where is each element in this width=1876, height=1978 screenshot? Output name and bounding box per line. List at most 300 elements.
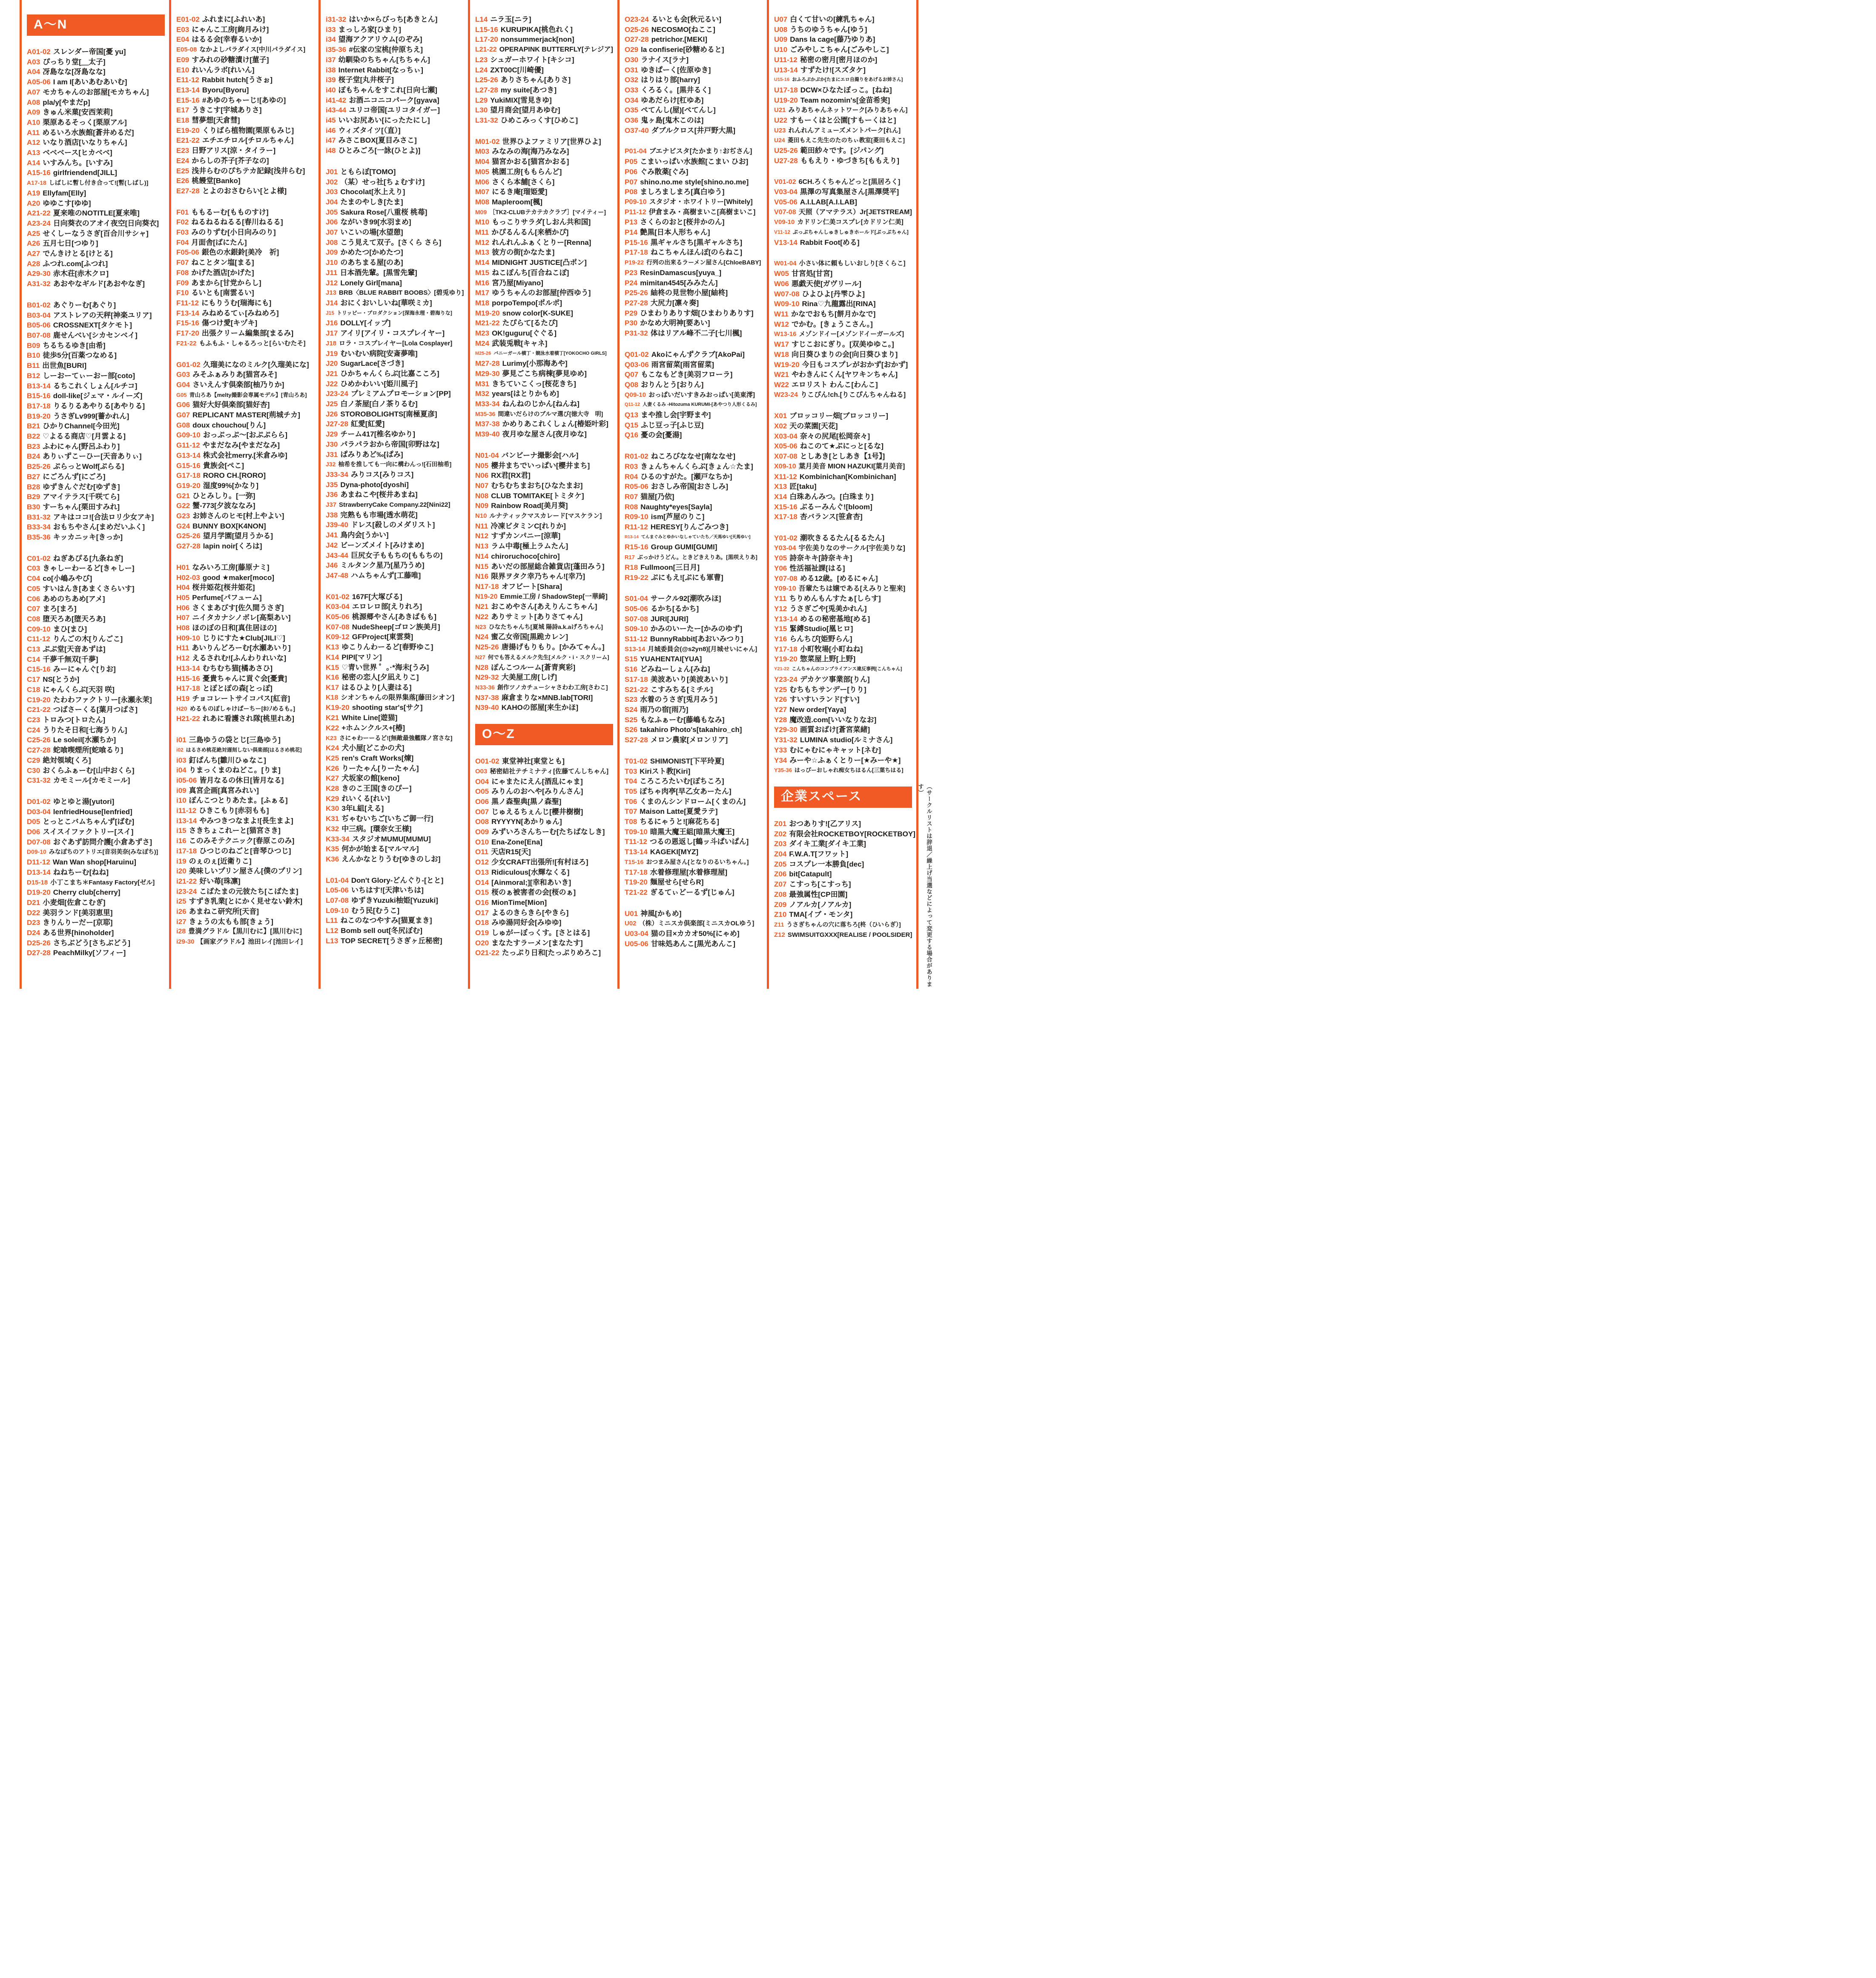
circle-entry (176, 826, 317, 836)
circle-name: 美味しいプリン屋さん[僕のプリン] (189, 867, 302, 876)
booth-id: i02 (176, 746, 184, 753)
booth-id: M23 (475, 329, 490, 338)
circle-entry (27, 563, 167, 574)
circle-entry (475, 582, 616, 592)
booth-id: R19-22 (625, 573, 648, 582)
circle-entry (176, 430, 317, 440)
booth-id: D23 (27, 919, 40, 927)
circle-name: Mapleroom[楓] (492, 198, 543, 206)
booth-id: M19-20 (475, 309, 500, 317)
booth-id: P09-10 (625, 198, 647, 206)
circle-name: 緊縛Studio[凰ヒロ] (789, 625, 853, 633)
circle-name: 宮乃屋[Miyano] (492, 278, 543, 287)
circle-entry (176, 105, 317, 115)
booth-id: i23-24 (176, 887, 197, 896)
booth-id: P01-04 (625, 148, 647, 155)
circle-entry (475, 85, 616, 95)
circle-entry (625, 776, 765, 787)
booth-id: E13-14 (176, 86, 200, 94)
circle-name: あまねこや[桜井あまね] (340, 491, 418, 499)
booth-id: M39-40 (475, 430, 500, 439)
circle-entry (326, 672, 466, 683)
booth-id: G09-10 (176, 431, 201, 439)
circle-name: HERESY[りんごみつき] (650, 523, 729, 531)
circle-name: きゅん米菓[安西茉莉] (43, 108, 113, 117)
circle-name: 蜜乙女帝国[黒跪カレン] (491, 633, 568, 641)
circle-name: A.I.LAB[A.I.LAB] (800, 198, 857, 206)
booth-id: P29 (625, 309, 638, 317)
booth-id: W17 (774, 340, 789, 349)
booth-id: U01 (625, 909, 638, 918)
circle-name: 月面舎[ばにたん] (191, 238, 247, 247)
booth-id: M27-28 (475, 359, 500, 368)
circle-entry (176, 14, 317, 25)
circle-entry (625, 512, 765, 522)
booth-id: i10 (176, 796, 186, 805)
circle-entry (774, 879, 915, 890)
booth-id: N28 (475, 663, 489, 672)
booth-id: i46 (326, 126, 336, 135)
booth-id: V03-04 (774, 188, 797, 196)
circle-name: 桜のぁ被害者の会[桜のぁ] (491, 888, 576, 897)
booth-id: N25-26 (475, 643, 499, 652)
circle-entry (326, 683, 466, 693)
circle-name: りーたゃん[りーたゃん] (341, 764, 419, 772)
circle-name: はるさめ桃花絶対遅刻しない倶楽部[はるさめ桃花] (186, 746, 302, 753)
circle-name: 何かが始まる[マルマル] (341, 845, 419, 853)
booth-id: N01-04 (475, 451, 499, 459)
circle-entry (774, 685, 915, 695)
circle-entry (27, 502, 167, 512)
booth-id: M09 (475, 208, 487, 215)
booth-id: Y03-04 (774, 544, 796, 552)
booth-id: B11 (27, 362, 40, 370)
circle-name: れいくる[れい] (341, 794, 390, 803)
circle-name: さくらのおと[桜井かのん] (640, 218, 725, 227)
circle-name: 行列の出来るラーメン屋さん[ChloeBABY] (646, 259, 761, 266)
circle-entry (176, 278, 317, 288)
booth-id: G17-18 (176, 471, 201, 480)
circle-entry (625, 614, 765, 624)
circle-name: うきこす[宇城ありさ] (192, 106, 262, 115)
booth-id: N27 (475, 654, 485, 660)
circle-entry (326, 500, 466, 510)
circle-entry (176, 328, 317, 339)
circle-entry (326, 197, 466, 207)
circle-name: ころころたいむ[ぽちころ] (640, 777, 724, 786)
circle-name: 美波あいり[美波あいり] (650, 675, 728, 683)
circle-name: ぽんこつとりあたま。[ふぁる] (189, 796, 288, 805)
circle-name: れんれんふぁくとりー[Renna] (492, 238, 591, 247)
circle-entry (27, 867, 167, 878)
circle-entry (475, 278, 616, 288)
circle-name: Sakura Rose[八重桜 桃苺] (340, 208, 427, 216)
circle-entry (27, 421, 167, 431)
booth-id: H11 (176, 644, 189, 652)
circle-entry (27, 411, 167, 422)
circle-name: 桜井姫花[桜井姫花] (192, 583, 255, 592)
circle-name: New order[Yaya] (789, 706, 846, 714)
circle-name: かみのいーたー[かみのゆず] (650, 625, 743, 633)
circle-name: 猫屋[乃依] (640, 492, 674, 501)
booth-id: i27 (176, 917, 186, 926)
circle-name: かげた酒店[かげた] (191, 268, 254, 277)
circle-entry (475, 632, 616, 642)
booth-id: D15-18 (27, 878, 48, 886)
circle-entry (774, 75, 915, 85)
circle-name: Ridiculous[水輝なくる] (491, 868, 570, 876)
circle-entry (625, 370, 765, 380)
circle-name: 青山ろあ【melty撮影会専属モデル】[青山ろあ] (189, 391, 307, 398)
circle-name: 少女CRAFT出張所![有村ほろ] (491, 858, 588, 867)
booth-id: P24 (625, 278, 638, 287)
circle-entry (27, 522, 167, 532)
circle-entry (27, 472, 167, 482)
booth-id: J17 (326, 329, 338, 338)
booth-id: A09 (27, 108, 40, 117)
circle-entry (625, 25, 765, 35)
circle-name: 好い苺[珠凛] (199, 877, 241, 885)
circle-entry (625, 157, 765, 167)
circle-entry (176, 451, 317, 461)
booth-id: G27-28 (176, 542, 201, 551)
letter-group (774, 411, 915, 522)
circle-entry (475, 55, 616, 65)
booth-id: L29 (475, 96, 488, 104)
circle-name: カモミール[カモミール] (53, 776, 130, 785)
circle-entry (326, 885, 466, 896)
circle-name: NECOSMO[ねここ] (651, 25, 715, 34)
booth-id: H06 (176, 603, 190, 612)
circle-entry (176, 806, 317, 816)
booth-id: L25-26 (475, 76, 498, 84)
circle-name: 三島ゆうの袋とじ[三島ゆう] (189, 736, 281, 744)
circle-name: 世界ひよファミリア[世界ひよ] (502, 137, 601, 146)
list-column (321, 0, 468, 989)
circle-name: お姉さんのヒモ[村上やよい] (192, 512, 284, 520)
circle-entry (176, 339, 317, 349)
circle-name: おこめやさん[あえりんこちゃん] (491, 603, 597, 611)
circle-name: ひとみごろ[一詠(ひとよ)] (338, 146, 421, 155)
circle-name: さきちょこれーと[猫宮さき] (189, 827, 281, 835)
circle-name: ねこちゃんほんぽ[のらねこ] (650, 248, 743, 257)
circle-name: MIDNIGHT JUSTICE[凸ポン] (492, 258, 587, 267)
section-header: O～Z (475, 724, 613, 745)
circle-name: Internet Rabbit[なっちぃ] (338, 66, 423, 74)
circle-entry (176, 563, 317, 573)
circle-name: 杏バランス[笹倉杏] (800, 513, 863, 521)
circle-entry (475, 938, 616, 948)
circle-name: 麻倉まりな×MNB.lab[TORI] (501, 693, 593, 702)
circle-name: かなめ大明神[要あい] (640, 319, 710, 327)
letter-group (326, 592, 466, 864)
booth-id: Q07 (625, 370, 639, 379)
circle-entry (176, 643, 317, 653)
circle-entry (774, 135, 915, 146)
booth-id: J23-24 (326, 390, 348, 398)
circle-entry (326, 45, 466, 55)
circle-name: ハムちゃんず[工藤唯] (350, 571, 421, 580)
circle-name: あぐりーむ[あぐり] (53, 301, 116, 309)
booth-id: K22 (326, 723, 339, 732)
circle-entry (176, 115, 317, 126)
circle-name: 艶黒[日本人形ちゃん] (640, 228, 710, 237)
circle-name: すずき乳業[とにかく見せない鈴木] (189, 897, 303, 906)
circle-name: きょんちゃんくらぶ[きょん☆たま] (640, 462, 753, 471)
circle-name: White Line[遊猫] (341, 714, 398, 722)
circle-name: バニーガール横丁・競泳水着横丁[YOKOCHO GIRLS] (493, 350, 607, 356)
circle-entry (176, 836, 317, 846)
circle-entry (625, 675, 765, 685)
circle-name: チーム417[椎名ゆかり] (340, 430, 416, 439)
circle-entry (326, 328, 466, 339)
circle-entry (625, 420, 765, 431)
circle-name: 貴族会[ぺこ] (203, 461, 244, 470)
circle-name: みりあちゃんネットワーク[みりあちゃん] (788, 106, 908, 114)
booth-id: Y15 (774, 625, 787, 633)
circle-entry (27, 725, 167, 735)
booth-id: C30 (27, 766, 40, 775)
circle-name: でかむ。[きょうこさん。] (791, 320, 873, 328)
booth-id: R05-06 (625, 482, 648, 491)
circle-entry (326, 419, 466, 429)
circle-entry (326, 834, 466, 844)
circle-entry (625, 45, 765, 55)
booth-id: D05 (27, 818, 40, 826)
booth-id: i35-36 (326, 46, 347, 54)
letter-group (774, 819, 915, 940)
circle-name: KAGEKI[MYZ] (650, 848, 699, 856)
circle-entry (475, 847, 616, 857)
circle-name: 天照（アマテラス）Jr[JETSTREAM] (798, 208, 912, 216)
circle-entry (475, 187, 616, 197)
circle-entry (27, 715, 167, 725)
booth-id: N15 (475, 562, 489, 571)
circle-entry (475, 612, 616, 622)
letter-group (475, 451, 616, 713)
circle-name: ぽんこつルーム[蒼青爽彩] (491, 663, 576, 672)
booth-id: A29-30 (27, 270, 51, 278)
circle-name: good ★maker[moco] (202, 573, 275, 582)
circle-entry (625, 797, 765, 807)
booth-id: Z03 (774, 840, 787, 848)
booth-id: Y35-36 (774, 767, 792, 774)
circle-entry (176, 623, 317, 633)
circle-name: お酒ニコニコパーク[gyava] (349, 96, 439, 104)
circle-entry (326, 288, 466, 298)
circle-entry (625, 95, 765, 106)
booth-id: R08 (625, 502, 638, 511)
booth-id: O04 (475, 777, 489, 786)
circle-entry (774, 238, 915, 248)
booth-id: M12 (475, 238, 490, 247)
circle-name: みゆ湯同好会[みゆゆ] (491, 919, 562, 927)
booth-id: X05-06 (774, 442, 797, 451)
circle-entry (27, 320, 167, 330)
circle-name: 傷つけ愛[キヅキ] (201, 319, 258, 327)
circle-name: たっぷり日和[たっぷりめろこ] (502, 949, 601, 957)
circle-entry (326, 916, 466, 926)
circle-name: 幼馴染のちちゃん[ちちゃん] (338, 55, 430, 64)
circle-entry (475, 75, 616, 85)
circle-name: ながいき99[水羽まめ] (340, 218, 411, 227)
circle-name: NS[とうか] (43, 675, 80, 684)
booth-id: S26 (625, 726, 638, 734)
circle-name: Ena-Zone[Ena] (491, 838, 543, 846)
circle-name: 魔改造.com[いいなりなお] (789, 715, 877, 724)
circle-entry (326, 359, 466, 369)
circle-entry (475, 308, 616, 319)
booth-id: i43-44 (326, 106, 347, 115)
booth-id: Y07-08 (774, 574, 797, 583)
booth-id: M08 (475, 198, 490, 206)
circle-name: LUMINA studio[ルミナさん] (800, 736, 893, 744)
circle-entry (475, 602, 616, 612)
circle-name: SugarLace[さづき] (340, 359, 404, 368)
circle-entry (326, 339, 466, 349)
circle-name: にごろんず[にごろ] (43, 472, 106, 481)
circle-entry (176, 318, 317, 328)
circle-name: 潮吹きるるたん[るるたん] (800, 534, 885, 543)
circle-name: 小町牧場[小町ねね] (800, 645, 863, 653)
circle-entry (176, 501, 317, 511)
circle-entry (475, 797, 616, 807)
booth-id: M29-30 (475, 369, 500, 378)
booth-id: O37-40 (625, 126, 649, 135)
booth-id: V11-12 (774, 229, 791, 235)
circle-entry (326, 896, 466, 906)
circle-entry (176, 786, 317, 796)
circle-name: さくまあびす[佐久間うさぎ] (192, 603, 284, 612)
circle-entry (326, 854, 466, 864)
circle-name: はっぴーおしゃれ痴女ちはるん[三葉ちはる] (794, 767, 904, 774)
footnote-vertical: （サークルリストは辞退／繰上げ当選などによって変更する場合があります） (917, 784, 932, 988)
circle-entry (774, 339, 915, 350)
circle-entry (475, 693, 616, 703)
circle-entry (27, 98, 167, 108)
circle-name: nonsummerjack[non] (500, 35, 574, 44)
booth-id: N07 (475, 481, 489, 490)
circle-entry (774, 360, 915, 370)
circle-name: ニイタカナシノボレ[高梨あい] (192, 614, 291, 622)
letter-group (774, 177, 915, 248)
circle-entry (27, 827, 167, 837)
letter-group (625, 146, 765, 338)
circle-name: こまいっぱい水族館[こまい ひお] (640, 158, 749, 166)
circle-name: はるひより[人妻はる] (341, 683, 412, 692)
circle-entry (326, 906, 466, 916)
circle-entry (27, 624, 167, 634)
circle-name: ラム中毒[極上ラムたん] (491, 542, 568, 551)
circle-entry (326, 632, 466, 642)
circle-entry (27, 229, 167, 239)
circle-entry (625, 664, 765, 675)
circle-name: 紅愛[紅愛] (350, 420, 385, 428)
booth-id: C18 (27, 685, 40, 694)
booth-id: C01-02 (27, 554, 51, 563)
booth-id: U05-06 (625, 939, 648, 948)
circle-entry (326, 723, 466, 733)
booth-id: O29 (625, 46, 639, 54)
circle-entry (326, 135, 466, 146)
booth-id: M14 (475, 258, 490, 267)
circle-entry (774, 441, 915, 451)
circle-name: きちていこくっ[桜花きち] (492, 379, 576, 388)
circle-entry (326, 520, 466, 530)
circle-name: じりにすた★Club[JILI♡] (202, 634, 285, 642)
booth-id: G07 (176, 411, 190, 419)
circle-name: ism[芦屋のりこ] (651, 513, 705, 521)
booth-id: A12 (27, 138, 40, 147)
booth-id: A23-24 (27, 219, 51, 227)
booth-id: F03 (176, 228, 189, 237)
circle-entry (774, 755, 915, 766)
circle-name: おもちやさん[まめだいふく] (53, 523, 145, 531)
circle-name: いなり酒店[いなりちゃん] (43, 138, 127, 147)
circle-entry (27, 837, 167, 847)
booth-id: i47 (326, 136, 336, 145)
booth-id: B19-20 (27, 412, 51, 420)
circle-entry (625, 735, 765, 745)
booth-id: O17 (475, 908, 489, 917)
booth-id: Z09 (774, 900, 787, 909)
circle-entry (774, 725, 915, 735)
booth-id: T03 (625, 767, 637, 775)
circle-entry (27, 269, 167, 279)
circle-entry (27, 208, 167, 218)
booth-id: K23 (326, 734, 337, 741)
booth-id: A21-22 (27, 209, 51, 218)
circle-name: 桃園工房[ももらんど] (492, 167, 562, 176)
circle-name: かめりあこれくしょん[椿姫叶彩] (502, 420, 608, 428)
circle-name: ほのぼの日和[真住居ほの] (192, 624, 277, 632)
circle-entry (475, 461, 616, 471)
booth-id: Y11 (774, 594, 787, 603)
circle-entry (774, 350, 915, 360)
circle-name: きりんりーだー[京耶] (43, 919, 113, 927)
circle-entry (176, 683, 317, 694)
booth-id: K19-20 (326, 703, 350, 712)
circle-name: うさぎLv999[薔かれん] (53, 412, 129, 420)
circle-entry (774, 462, 915, 472)
booth-id: A26 (27, 239, 40, 248)
circle-entry (475, 65, 616, 75)
circle-entry (475, 531, 616, 541)
circle-entry (27, 492, 167, 502)
circle-name: ぷにもえ![ぷにも軍曹] (651, 573, 723, 582)
circle-entry (176, 816, 317, 826)
booth-id: Y27 (774, 706, 787, 714)
circle-entry (774, 55, 915, 65)
booth-id: D09-10 (27, 848, 46, 856)
booth-id: R09-10 (625, 513, 648, 521)
circle-name: みねめるてぃ[みねめろ] (201, 309, 279, 317)
circle-entry (475, 359, 616, 369)
letter-group (176, 207, 317, 349)
booth-id: P30 (625, 319, 638, 327)
booth-id: i20 (176, 867, 186, 876)
list-column (470, 0, 617, 989)
circle-entry (27, 887, 167, 898)
booth-id: N22 (475, 613, 489, 621)
letter-group (176, 14, 317, 196)
circle-name: むいむい病院[安斎夢唯] (340, 349, 418, 358)
circle-entry (27, 655, 167, 665)
circle-entry (625, 217, 765, 227)
circle-name: 秘密の密月[密月ほのか] (800, 55, 878, 64)
circle-name: おっぱいだいすきみおっぱい[美東澪] (648, 391, 755, 399)
booth-id: H15-16 (176, 674, 200, 683)
